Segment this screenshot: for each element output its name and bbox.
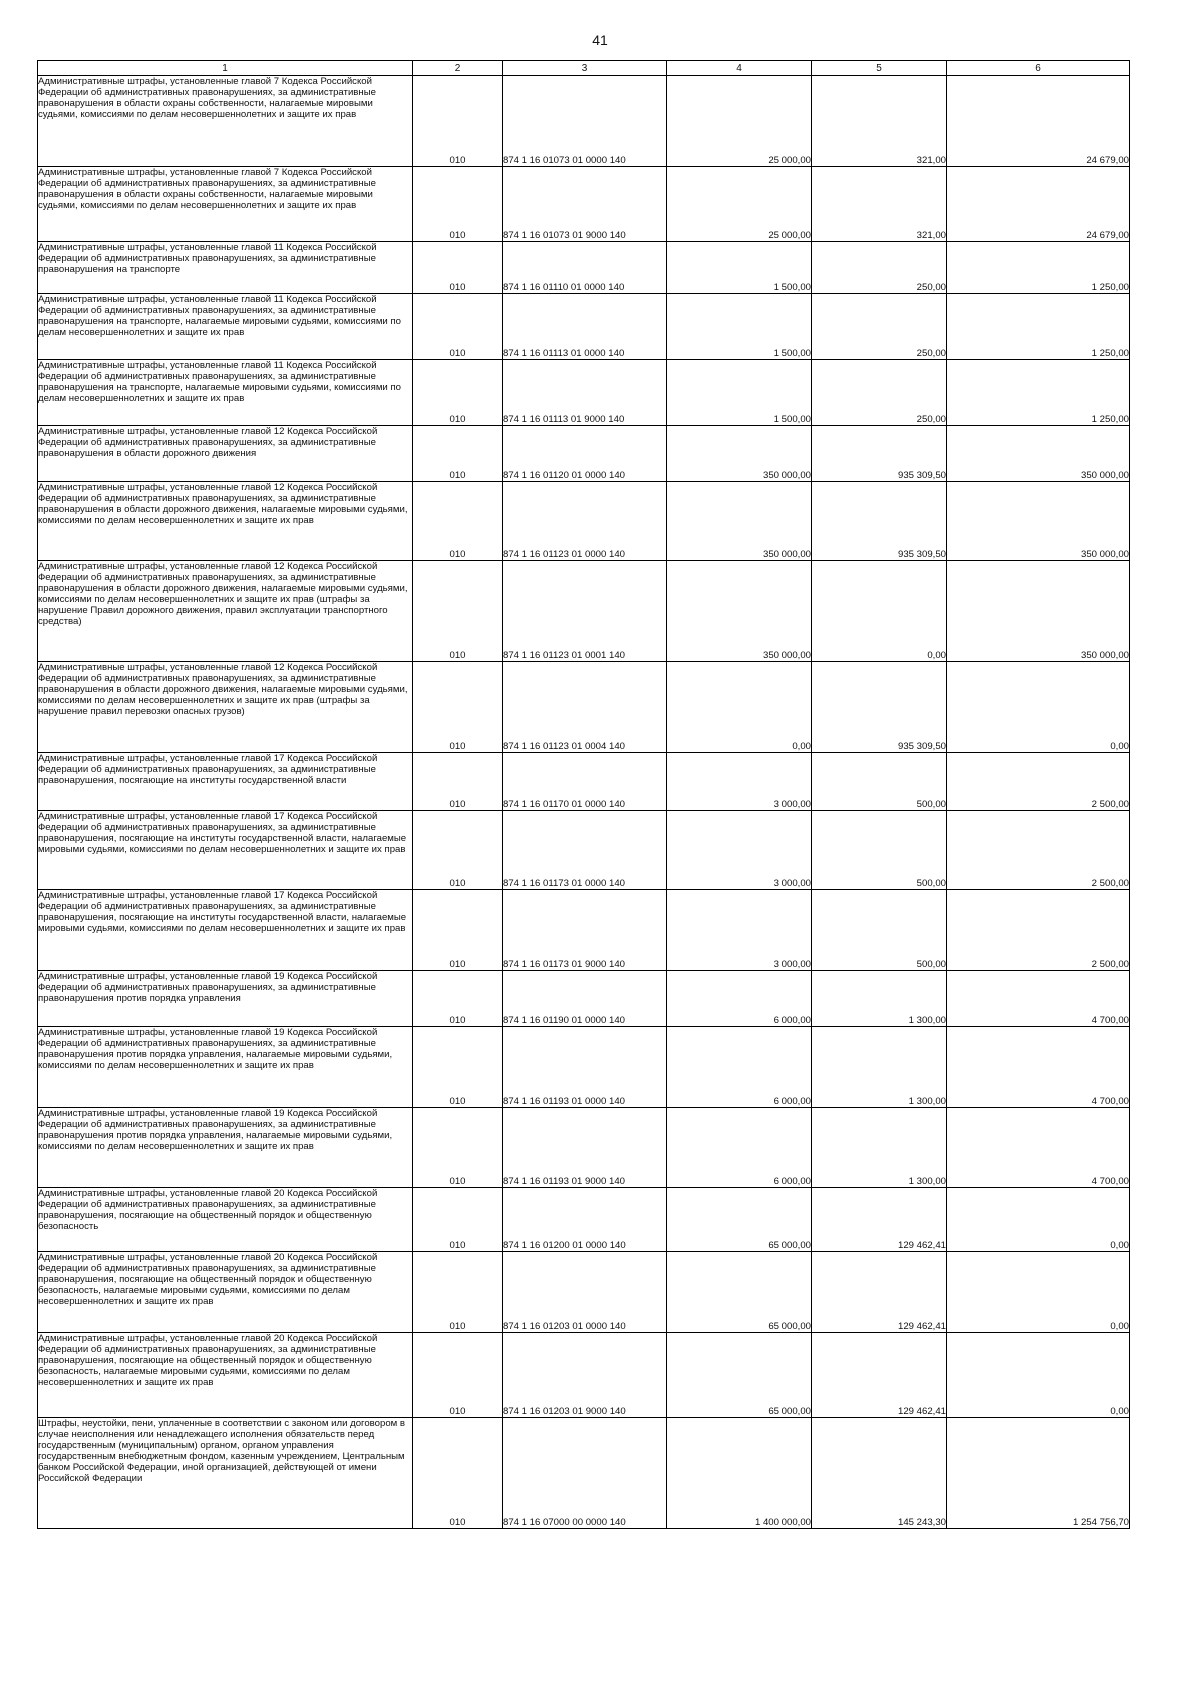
- table-row: [38, 426, 1130, 482]
- row-plan-amount: 65 000,00: [667, 1188, 812, 1252]
- row-line-code: 010: [413, 294, 503, 360]
- row-remaining-amount: 4 700,00: [947, 1027, 1130, 1108]
- row-plan-amount: 350 000,00: [667, 561, 812, 662]
- row-budget-code: 874 1 16 01110 01 0000 140: [503, 242, 667, 294]
- row-description: Штрафы, неустойки, пени, уплаченные в соответствии с законом или договором в случае неисполнения или ненадлежащего исполнения обязательств перед государственным (муниципальным) органом, органом управления государственным внебюджетным фондом, казенным учреждением, Центральным банком Российской Федерации, иной организацией, действующей от имени Российской Федерации: [38, 1418, 413, 1529]
- row-remaining-amount: 2 500,00: [947, 753, 1130, 811]
- row-executed-amount: 500,00: [812, 890, 947, 971]
- row-line-code: 010: [413, 1333, 503, 1418]
- row-budget-code: 874 1 16 01203 01 0000 140: [503, 1252, 667, 1333]
- table-row: [38, 242, 1130, 294]
- table-row: [38, 1333, 1130, 1418]
- row-line-code: 010: [413, 1252, 503, 1333]
- row-line-code: 010: [413, 662, 503, 753]
- row-line-code: 010: [413, 753, 503, 811]
- report-table: [37, 60, 1130, 1529]
- row-budget-code: 874 1 16 01123 01 0000 140: [503, 482, 667, 561]
- row-description: Административные штрафы, установленные главой 17 Кодекса Российской Федерации об административных правонарушениях, за административные правонарушения, посягающие на институты государственной власти, налагаемые мировыми судьями, комиссиями по делам несовершеннолетних и защите их прав: [38, 811, 413, 890]
- row-line-code: 010: [413, 167, 503, 242]
- column-number: 1: [38, 61, 413, 76]
- row-plan-amount: 6 000,00: [667, 1027, 812, 1108]
- table-row: [38, 76, 1130, 167]
- row-plan-amount: 65 000,00: [667, 1252, 812, 1333]
- row-remaining-amount: 350 000,00: [947, 426, 1130, 482]
- table-row: [38, 811, 1130, 890]
- row-description: Административные штрафы, установленные главой 11 Кодекса Российской Федерации об административных правонарушениях, за административные правонарушения на транспорте, налагаемые мировыми судьями, комиссиями по делам несовершеннолетних и защите их прав: [38, 360, 413, 426]
- table-row: [38, 1108, 1130, 1188]
- column-number: 2: [413, 61, 503, 76]
- table-row: [38, 971, 1130, 1027]
- row-budget-code: 874 1 16 01113 01 0000 140: [503, 294, 667, 360]
- table-row: [38, 662, 1130, 753]
- row-description: Административные штрафы, установленные главой 12 Кодекса Российской Федерации об административных правонарушениях, за административные правонарушения в области дорожного движения, налагаемые мировыми судьями, комиссиями по делам несовершеннолетних и защите их прав: [38, 482, 413, 561]
- row-executed-amount: 1 300,00: [812, 1108, 947, 1188]
- row-remaining-amount: 2 500,00: [947, 890, 1130, 971]
- row-executed-amount: 321,00: [812, 167, 947, 242]
- row-budget-code: 874 1 16 01193 01 0000 140: [503, 1027, 667, 1108]
- row-line-code: 010: [413, 1027, 503, 1108]
- row-description: Административные штрафы, установленные главой 17 Кодекса Российской Федерации об административных правонарушениях, за административные правонарушения, посягающие на институты государственной власти, налагаемые мировыми судьями, комиссиями по делам несовершеннолетних и защите их прав: [38, 890, 413, 971]
- row-executed-amount: 500,00: [812, 811, 947, 890]
- row-plan-amount: 3 000,00: [667, 753, 812, 811]
- row-line-code: 010: [413, 811, 503, 890]
- row-remaining-amount: 4 700,00: [947, 971, 1130, 1027]
- table-row: [38, 167, 1130, 242]
- row-remaining-amount: 1 250,00: [947, 360, 1130, 426]
- table-row: [38, 482, 1130, 561]
- column-number: 3: [503, 61, 667, 76]
- row-budget-code: 874 1 16 01200 01 0000 140: [503, 1188, 667, 1252]
- row-description: Административные штрафы, установленные главой 20 Кодекса Российской Федерации об административных правонарушениях, за административные правонарушения, посягающие на общественный порядок и общественную безопасность: [38, 1188, 413, 1252]
- row-executed-amount: 129 462,41: [812, 1252, 947, 1333]
- row-budget-code: 874 1 16 01113 01 9000 140: [503, 360, 667, 426]
- table-row: [38, 294, 1130, 360]
- row-plan-amount: 65 000,00: [667, 1333, 812, 1418]
- row-executed-amount: 250,00: [812, 242, 947, 294]
- row-remaining-amount: 0,00: [947, 662, 1130, 753]
- row-line-code: 010: [413, 482, 503, 561]
- row-line-code: 010: [413, 1188, 503, 1252]
- row-plan-amount: 25 000,00: [667, 76, 812, 167]
- row-plan-amount: 350 000,00: [667, 426, 812, 482]
- row-budget-code: 874 1 16 01073 01 0000 140: [503, 76, 667, 167]
- row-plan-amount: 0,00: [667, 662, 812, 753]
- row-description: Административные штрафы, установленные главой 17 Кодекса Российской Федерации об административных правонарушениях, за административные правонарушения, посягающие на институты государственной власти: [38, 753, 413, 811]
- row-description: Административные штрафы, установленные главой 20 Кодекса Российской Федерации об административных правонарушениях, за административные правонарушения, посягающие на общественный порядок и общественную безопасность, налагаемые мировыми судьями, комиссиями по делам несовершеннолетних и защите их прав: [38, 1252, 413, 1333]
- row-remaining-amount: 0,00: [947, 1333, 1130, 1418]
- row-line-code: 010: [413, 1418, 503, 1529]
- row-remaining-amount: 1 250,00: [947, 242, 1130, 294]
- row-line-code: 010: [413, 76, 503, 167]
- row-budget-code: 874 1 16 01203 01 9000 140: [503, 1333, 667, 1418]
- row-remaining-amount: 2 500,00: [947, 811, 1130, 890]
- table-row: [38, 1188, 1130, 1252]
- row-executed-amount: 1 300,00: [812, 1027, 947, 1108]
- row-remaining-amount: 24 679,00: [947, 76, 1130, 167]
- row-line-code: 010: [413, 242, 503, 294]
- row-budget-code: 874 1 16 01170 01 0000 140: [503, 753, 667, 811]
- row-description: Административные штрафы, установленные главой 12 Кодекса Российской Федерации об административных правонарушениях, за административные правонарушения в области дорожного движения, налагаемые мировыми судьями, комиссиями по делам несовершеннолетних и защите их прав (штрафы за нарушение правил перевозки опасных грузов): [38, 662, 413, 753]
- row-description: Административные штрафы, установленные главой 7 Кодекса Российской Федерации об административных правонарушениях, за административные правонарушения в области охраны собственности, налагаемые мировыми судьями, комиссиями по делам несовершеннолетних и защите их прав: [38, 76, 413, 167]
- row-remaining-amount: 1 250,00: [947, 294, 1130, 360]
- page-number: 41: [592, 32, 608, 48]
- row-description: Административные штрафы, установленные главой 12 Кодекса Российской Федерации об административных правонарушениях, за административные правонарушения в области дорожного движения: [38, 426, 413, 482]
- row-description: Административные штрафы, установленные главой 19 Кодекса Российской Федерации об административных правонарушениях, за административные правонарушения против порядка управления, налагаемые мировыми судьями, комиссиями по делам несовершеннолетних и защите их прав: [38, 1108, 413, 1188]
- row-plan-amount: 6 000,00: [667, 971, 812, 1027]
- row-line-code: 010: [413, 360, 503, 426]
- row-budget-code: 874 1 16 01073 01 9000 140: [503, 167, 667, 242]
- row-remaining-amount: 350 000,00: [947, 561, 1130, 662]
- row-line-code: 010: [413, 561, 503, 662]
- row-executed-amount: 129 462,41: [812, 1333, 947, 1418]
- table-row: [38, 561, 1130, 662]
- column-number: 6: [947, 61, 1130, 76]
- row-executed-amount: 935 309,50: [812, 426, 947, 482]
- row-description: Административные штрафы, установленные главой 7 Кодекса Российской Федерации об административных правонарушениях, за административные правонарушения в области охраны собственности, налагаемые мировыми судьями, комиссиями по делам несовершеннолетних и защите их прав: [38, 167, 413, 242]
- row-budget-code: 874 1 16 01173 01 9000 140: [503, 890, 667, 971]
- row-remaining-amount: 0,00: [947, 1252, 1130, 1333]
- row-plan-amount: 3 000,00: [667, 890, 812, 971]
- row-plan-amount: 350 000,00: [667, 482, 812, 561]
- row-line-code: 010: [413, 1108, 503, 1188]
- row-line-code: 010: [413, 971, 503, 1027]
- table-row: [38, 753, 1130, 811]
- row-executed-amount: 935 309,50: [812, 482, 947, 561]
- column-number-row: [38, 61, 1130, 76]
- row-executed-amount: 500,00: [812, 753, 947, 811]
- row-budget-code: 874 1 16 01123 01 0001 140: [503, 561, 667, 662]
- row-executed-amount: 0,00: [812, 561, 947, 662]
- row-description: Административные штрафы, установленные главой 12 Кодекса Российской Федерации об административных правонарушениях, за административные правонарушения в области дорожного движения, налагаемые мировыми судьями, комиссиями по делам несовершеннолетних и защите их прав (штрафы за нарушение Правил дорожного движения, правил эксплуатации транспортного средства): [38, 561, 413, 662]
- row-description: Административные штрафы, установленные главой 11 Кодекса Российской Федерации об административных правонарушениях, за административные правонарушения на транспорте: [38, 242, 413, 294]
- row-plan-amount: 6 000,00: [667, 1108, 812, 1188]
- row-remaining-amount: 0,00: [947, 1188, 1130, 1252]
- row-budget-code: 874 1 16 01173 01 0000 140: [503, 811, 667, 890]
- table-row: [38, 1252, 1130, 1333]
- table-row: [38, 890, 1130, 971]
- row-remaining-amount: 1 254 756,70: [947, 1418, 1130, 1529]
- row-executed-amount: 250,00: [812, 294, 947, 360]
- row-executed-amount: 129 462,41: [812, 1188, 947, 1252]
- row-executed-amount: 935 309,50: [812, 662, 947, 753]
- row-budget-code: 874 1 16 01120 01 0000 140: [503, 426, 667, 482]
- row-remaining-amount: 4 700,00: [947, 1108, 1130, 1188]
- row-budget-code: 874 1 16 07000 00 0000 140: [503, 1418, 667, 1529]
- row-executed-amount: 321,00: [812, 76, 947, 167]
- row-description: Административные штрафы, установленные главой 19 Кодекса Российской Федерации об административных правонарушениях, за административные правонарушения против порядка управления: [38, 971, 413, 1027]
- row-budget-code: 874 1 16 01193 01 9000 140: [503, 1108, 667, 1188]
- row-plan-amount: 3 000,00: [667, 811, 812, 890]
- row-line-code: 010: [413, 890, 503, 971]
- row-plan-amount: 1 500,00: [667, 294, 812, 360]
- row-plan-amount: 1 400 000,00: [667, 1418, 812, 1529]
- row-budget-code: 874 1 16 01123 01 0004 140: [503, 662, 667, 753]
- row-remaining-amount: 24 679,00: [947, 167, 1130, 242]
- row-executed-amount: 1 300,00: [812, 971, 947, 1027]
- table-row: [38, 360, 1130, 426]
- row-line-code: 010: [413, 426, 503, 482]
- row-executed-amount: 145 243,30: [812, 1418, 947, 1529]
- table-row: [38, 1027, 1130, 1108]
- row-plan-amount: 25 000,00: [667, 167, 812, 242]
- row-executed-amount: 250,00: [812, 360, 947, 426]
- row-description: Административные штрафы, установленные главой 11 Кодекса Российской Федерации об административных правонарушениях, за административные правонарушения на транспорте, налагаемые мировыми судьями, комиссиями по делам несовершеннолетних и защите их прав: [38, 294, 413, 360]
- table-row: [38, 1418, 1130, 1529]
- row-description: Административные штрафы, установленные главой 19 Кодекса Российской Федерации об административных правонарушениях, за административные правонарушения против порядка управления, налагаемые мировыми судьями, комиссиями по делам несовершеннолетних и защите их прав: [38, 1027, 413, 1108]
- row-plan-amount: 1 500,00: [667, 360, 812, 426]
- row-plan-amount: 1 500,00: [667, 242, 812, 294]
- column-number: 4: [667, 61, 812, 76]
- column-number: 5: [812, 61, 947, 76]
- row-remaining-amount: 350 000,00: [947, 482, 1130, 561]
- row-budget-code: 874 1 16 01190 01 0000 140: [503, 971, 667, 1027]
- row-description: Административные штрафы, установленные главой 20 Кодекса Российской Федерации об административных правонарушениях, за административные правонарушения, посягающие на общественный порядок и общественную безопасность, налагаемые мировыми судьями, комиссиями по делам несовершеннолетних и защите их прав: [38, 1333, 413, 1418]
